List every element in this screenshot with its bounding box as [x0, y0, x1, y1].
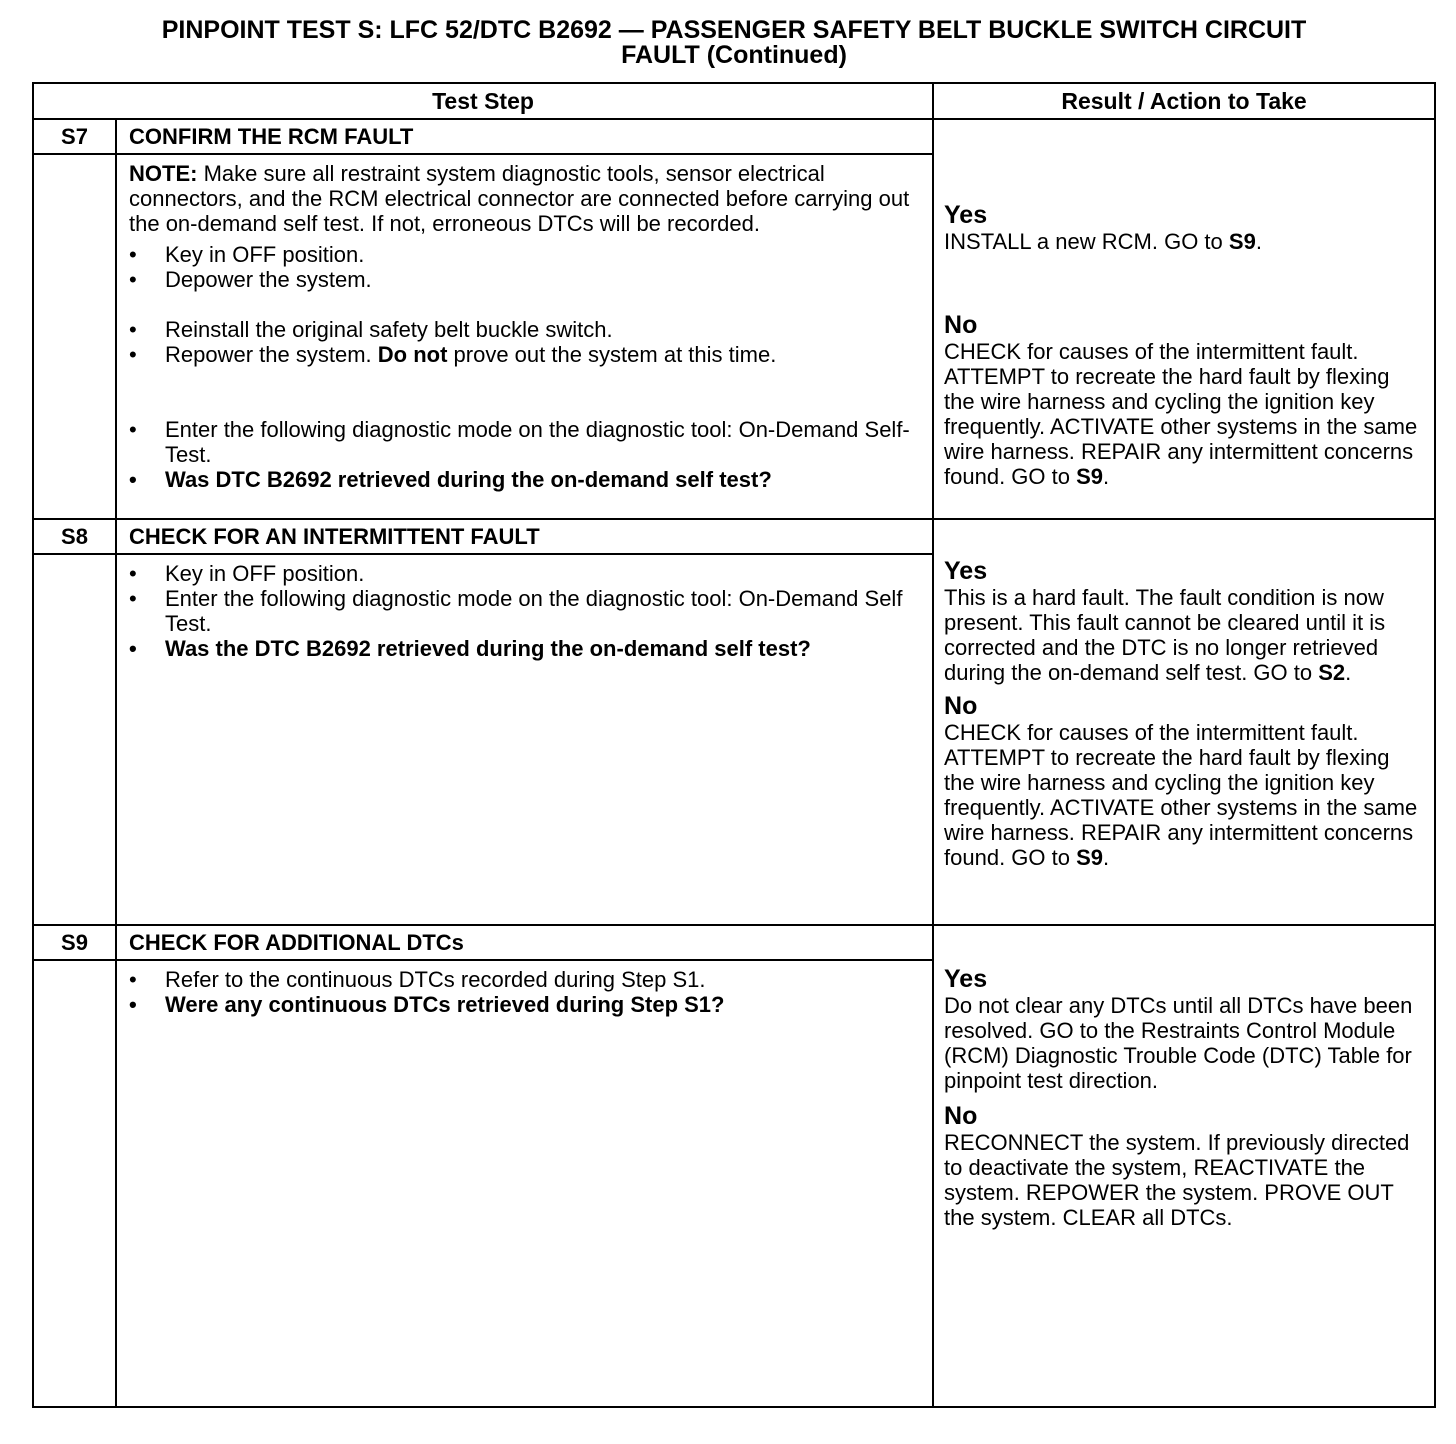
- step-header-row: [33, 519, 1435, 554]
- pinpoint-test-table: [32, 82, 1436, 1408]
- list-item: • Enter the following diagnostic mode on the diagnostic tool: On-Demand Self Test.: [129, 586, 920, 636]
- step-heading: CHECK FOR ADDITIONAL DTCs: [116, 925, 933, 960]
- yes-action: INSTALL a new RCM. GO to S9.: [944, 229, 1262, 254]
- step-heading: CONFIRM THE RCM FAULT: [116, 119, 933, 154]
- step-bullets: [129, 967, 920, 1017]
- yes-action: This is a hard fault. The fault condition is now present. This fault cannot be cleared until it is corrected and the DTC is no longer retrieved during the on-demand self test. GO to S2.: [944, 585, 1386, 685]
- note: NOTE: Make sure all restraint system diagnostic tools, sensor electrical connectors, and the RCM electrical connector are connected before carrying out the on-demand self test. If not, erroneous DTCs will be recorded.: [129, 161, 910, 237]
- table-header-row: [33, 83, 1435, 119]
- list-item: • Were any continuous DTCs retrieved during Step S1?: [129, 992, 920, 1017]
- no-label: No: [944, 1102, 978, 1130]
- step-id: S8: [33, 519, 116, 554]
- step-bullets: [129, 242, 920, 492]
- title-line-2: FAULT (Continued): [621, 41, 847, 69]
- no-label: No: [944, 692, 978, 720]
- step-body: [116, 154, 933, 519]
- no-action: CHECK for causes of the intermittent fault. ATTEMPT to recreate the hard fault by flexing the wire harness and cycling the ignition key frequently. ACTIVATE other systems in the same wire harness. REPAIR any intermittent concerns found. GO to S9.: [944, 720, 1418, 870]
- step-heading: CHECK FOR AN INTERMITTENT FAULT: [116, 519, 933, 554]
- list-item: • Depower the system.: [129, 267, 920, 292]
- step-body: [116, 554, 933, 925]
- list-item: • Was DTC B2692 retrieved during the on-demand self test?: [129, 467, 920, 492]
- list-item: • Key in OFF position.: [129, 242, 920, 267]
- no-action: CHECK for causes of the intermittent fault. ATTEMPT to recreate the hard fault by flexing the wire harness and cycling the ignition key frequently. ACTIVATE other systems in the same wire harness. REPAIR any intermittent concerns found. GO to S9.: [944, 339, 1418, 489]
- yes-label: Yes: [944, 201, 988, 229]
- yes-action: Do not clear any DTCs until all DTCs have been resolved. GO to the Restraints Control Module (RCM) Diagnostic Trouble Code (DTC) Table for pinpoint test direction.: [944, 993, 1413, 1093]
- step-id: S7: [33, 119, 116, 154]
- list-item: • Repower the system. Do not prove out the system at this time.: [129, 342, 920, 367]
- yes-label: Yes: [944, 557, 988, 585]
- list-item: • Refer to the continuous DTCs recorded during Step S1.: [129, 967, 920, 992]
- list-item: • Was the DTC B2692 retrieved during the on-demand self test?: [129, 636, 920, 661]
- yes-label: Yes: [944, 965, 988, 993]
- list-item: • Reinstall the original safety belt buckle switch.: [129, 317, 920, 342]
- step-body: [116, 960, 933, 1407]
- title-line-1: PINPOINT TEST S: LFC 52/DTC B2692 — PASSENGER SAFETY BELT BUCKLE SWITCH CIRCUIT: [161, 16, 1307, 44]
- page-title: [34, 18, 1434, 68]
- step-header-row: [33, 119, 1435, 154]
- no-action: RECONNECT the system. If previously directed to deactivate the system, REACTIVATE the system. REPOWER the system. PROVE OUT the system. CLEAR all DTCs.: [944, 1130, 1410, 1230]
- step-id: S9: [33, 925, 116, 960]
- list-item: • Enter the following diagnostic mode on the diagnostic tool: On-Demand Self-Test.: [129, 417, 920, 467]
- header-result: Result / Action to Take: [933, 83, 1435, 119]
- header-test-step: Test Step: [33, 83, 933, 119]
- no-label: No: [944, 311, 978, 339]
- step-header-row: [33, 925, 1435, 960]
- result-cell: [933, 925, 1435, 1407]
- step-bullets: [129, 561, 920, 661]
- list-item: • Key in OFF position.: [129, 561, 920, 586]
- result-cell: [933, 519, 1435, 925]
- result-cell: [933, 119, 1435, 519]
